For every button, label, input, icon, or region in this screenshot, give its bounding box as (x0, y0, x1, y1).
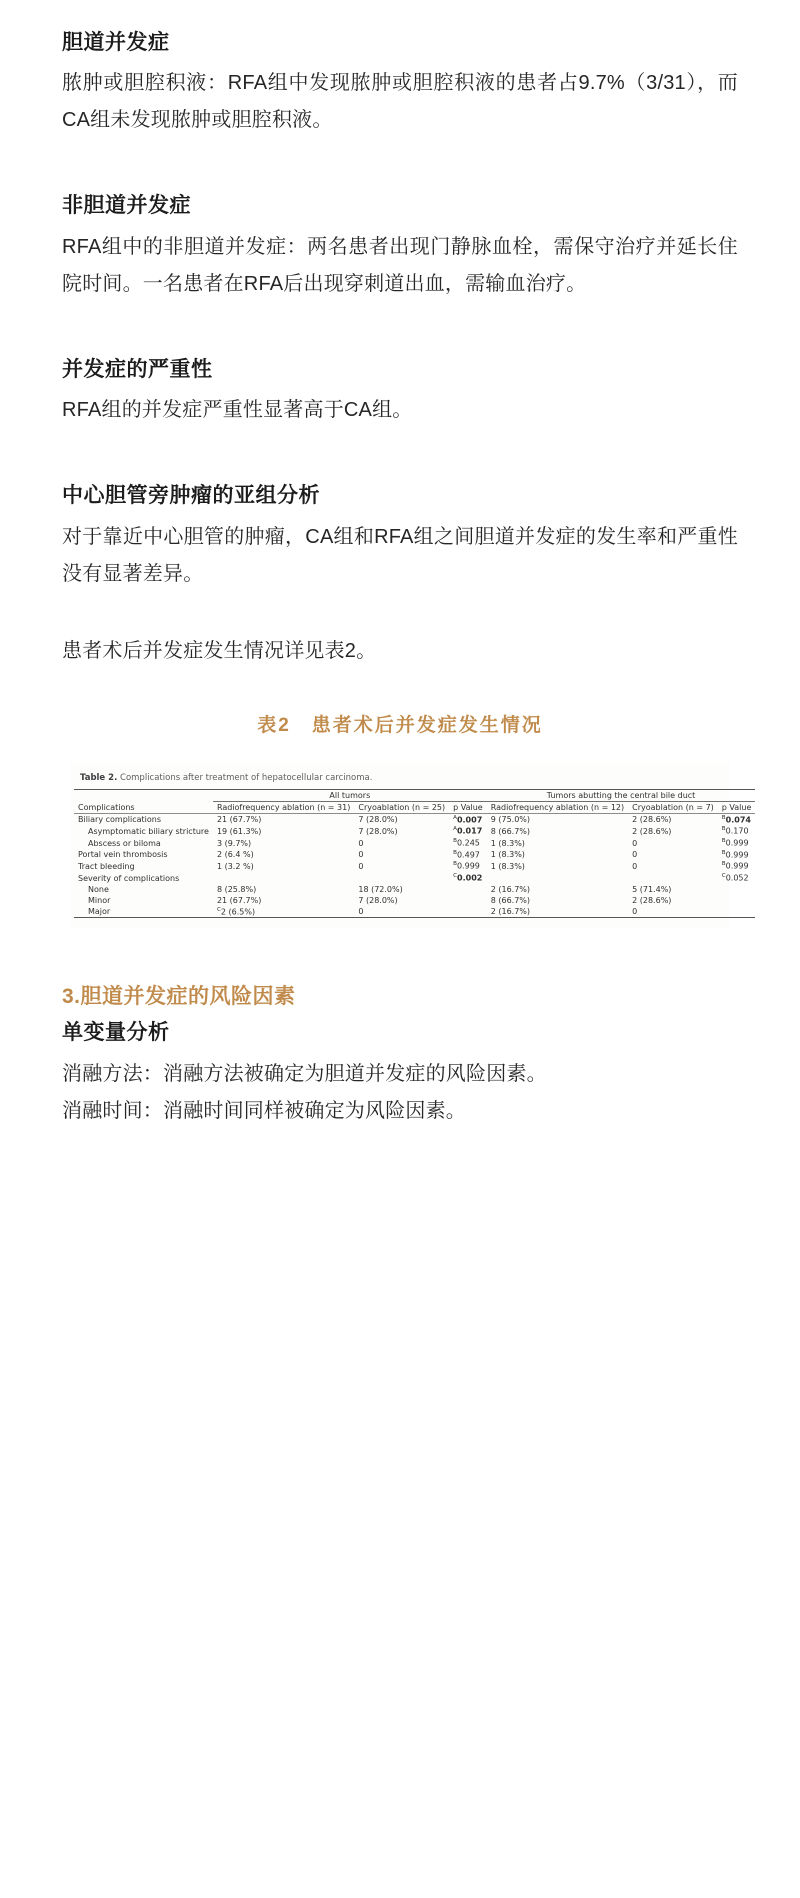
table-row (74, 860, 755, 872)
section-heading: 并发症的严重性 (62, 357, 213, 381)
section-paragraph: RFA组的并发症严重性显著高于CA组。 (62, 399, 413, 422)
cell-value: 0.170 (725, 826, 749, 836)
cell-value: 21 (67.7%) (216, 895, 262, 905)
row-label: Severity of complications (78, 873, 180, 883)
table-group-header-row (74, 789, 755, 801)
cell-value: 2 (6.4 %) (216, 850, 254, 860)
footnote-marker: C (216, 906, 221, 913)
row-cell (354, 895, 449, 906)
section-subgroup-analysis (62, 481, 738, 592)
cell-value: 7 (28.0%) (358, 895, 398, 905)
footnote-marker: B (721, 861, 726, 868)
row-cell (449, 872, 487, 884)
spacer (62, 928, 738, 980)
col-header-pvalue-all: p Value (449, 801, 487, 813)
row-cell (718, 849, 756, 861)
row-cell (213, 825, 354, 837)
row-cell (487, 860, 628, 872)
cell-value: 7 (28.0%) (358, 815, 398, 825)
cell-value: 18 (72.0%) (358, 884, 403, 894)
row-cell (718, 813, 756, 825)
row-label: Portal vein thrombosis (78, 850, 168, 860)
row-cell (487, 837, 628, 849)
cell-value: 0 (358, 850, 364, 860)
row-cell (628, 813, 718, 825)
row-cell (718, 825, 756, 837)
table-row (74, 837, 755, 849)
cell-value: 1 (8.3%) (490, 850, 525, 860)
cell-value: 0 (632, 907, 638, 917)
cell-value: 8 (66.7%) (490, 895, 531, 905)
group-header-all-tumors: All tumors (213, 789, 487, 801)
cell-value: 9 (75.0%) (490, 815, 531, 825)
cell-value: 0 (632, 838, 638, 848)
footnote-marker: C (721, 872, 726, 879)
row-label: None (88, 884, 109, 894)
footnote-marker: B (721, 826, 726, 833)
row-cell (628, 884, 718, 895)
row-cell (487, 849, 628, 861)
table-column-header-row (74, 801, 755, 813)
cell-value: 0.002 (457, 873, 483, 883)
row-cell (628, 849, 718, 861)
row-label: Abscess or biloma (88, 838, 161, 848)
section-paragraph: 对于靠近中心胆管的肿瘤，CA组和RFA组之间胆道并发症的发生率和严重性没有显著差异。 (62, 525, 738, 585)
group-header-spacer (74, 789, 213, 801)
table-row (74, 884, 755, 895)
table-row (74, 849, 755, 861)
footnote-marker: B (453, 837, 457, 844)
risk-paragraph-method: 消融方法：消融方法被确定为胆道并发症的风险因素。 (62, 1062, 547, 1085)
spacer (62, 737, 738, 763)
figure-title-text: Complications after treatment of hepatocellular carcinoma. (120, 772, 373, 783)
row-cell (487, 813, 628, 825)
table-row (74, 872, 755, 884)
table-row (74, 825, 755, 837)
row-cell (354, 825, 449, 837)
footnote-marker: C (453, 872, 458, 879)
cell-value: 2 (16.7%) (490, 907, 531, 917)
cell-value: 0 (632, 861, 638, 871)
row-cell (718, 906, 756, 918)
row-cell (354, 884, 449, 895)
footnote-marker: B (721, 814, 726, 821)
row-label: Minor (88, 895, 111, 905)
row-cell (718, 837, 756, 849)
section-biliary-complications (62, 28, 738, 139)
row-cell (449, 837, 487, 849)
row-cell (213, 837, 354, 849)
risk-paragraph-time: 消融时间：消融时间同样被确定为风险因素。 (62, 1099, 466, 1122)
row-cell (354, 872, 449, 884)
row-cell (628, 860, 718, 872)
cell-value: 1 (8.3%) (490, 838, 525, 848)
cell-value: 0.999 (456, 861, 480, 871)
cell-value: 0 (358, 861, 364, 871)
row-cell (628, 895, 718, 906)
row-cell (449, 825, 487, 837)
cell-value: 0.007 (456, 815, 483, 825)
col-header-rfa-central: Radiofrequency ablation (n = 12) (487, 801, 628, 813)
row-cell (487, 895, 628, 906)
cell-value: 3 (9.7%) (216, 838, 252, 848)
row-cell (628, 906, 718, 918)
row-cell (213, 895, 354, 906)
row-cell (487, 872, 628, 884)
cell-value: 1 (3.2 %) (216, 861, 254, 871)
row-cell (449, 849, 487, 861)
cell-value: 0.999 (725, 861, 749, 871)
spacer (62, 670, 738, 710)
cell-value: 1 (8.3%) (490, 861, 525, 871)
row-cell (354, 837, 449, 849)
cell-value: 0.017 (456, 826, 483, 836)
row-cell (718, 884, 756, 895)
cell-value: 5 (71.4%) (632, 884, 672, 894)
col-header-pvalue-central: p Value (718, 801, 756, 813)
footnote-marker: B (721, 849, 726, 856)
col-header-rfa-all: Radiofrequency ablation (n = 31) (213, 801, 354, 813)
cell-value: 0.052 (725, 873, 749, 883)
cell-value: 7 (28.0%) (358, 826, 398, 836)
cell-value: 8 (66.7%) (490, 826, 531, 836)
cell-value: 0.999 (725, 850, 749, 860)
cell-value: 2 (28.6%) (632, 895, 672, 905)
row-cell (213, 906, 354, 918)
cell-value: 0.245 (456, 838, 480, 848)
row-cell (213, 849, 354, 861)
row-label: Tract bleeding (78, 861, 135, 871)
figure-title-prefix: Table 2. (80, 772, 118, 783)
cell-value: 0.999 (725, 838, 749, 848)
col-header-cryo-central: Cryoablation (n = 7) (628, 801, 718, 813)
table-caption: 表2 患者术后并发症发生情况 (257, 714, 543, 736)
row-cell (628, 837, 718, 849)
footnote-marker: B (721, 837, 726, 844)
section-non-biliary-complications (62, 191, 738, 302)
table-head (74, 789, 755, 813)
table-reference-text: 患者术后并发症发生情况详见表2。 (62, 639, 377, 662)
row-cell (628, 872, 718, 884)
row-label: Biliary complications (78, 815, 162, 825)
row-cell (487, 906, 628, 918)
cell-value: 0.074 (725, 815, 751, 825)
cell-value: 19 (61.3%) (216, 826, 262, 836)
risk-section-subheading: 单变量分析 (62, 1021, 170, 1045)
cell-value: 2 (28.6%) (632, 826, 672, 836)
cell-value: 8 (25.8%) (216, 884, 257, 894)
section-heading: 非胆道并发症 (62, 194, 191, 218)
footnote-marker: A (453, 814, 457, 821)
row-cell (354, 906, 449, 918)
section-heading: 中心胆管旁肿瘤的亚组分析 (62, 484, 320, 508)
section-paragraph: 脓肿或胆腔积液：RFA组中发现脓肿或胆腔积液的患者占9.7%（3/31），而CA组未发现脓肿或胆腔积液。 (62, 72, 738, 132)
row-cell (718, 860, 756, 872)
row-cell (354, 813, 449, 825)
row-cell (449, 884, 487, 895)
row-cell (449, 906, 487, 918)
cell-value: 0.497 (456, 850, 480, 860)
table-row (74, 895, 755, 906)
table-row (74, 813, 755, 825)
cell-value: 0 (632, 850, 638, 860)
spacer (62, 593, 738, 633)
row-cell (354, 849, 449, 861)
row-cell (213, 813, 354, 825)
spacer (62, 429, 738, 481)
row-cell (628, 825, 718, 837)
row-cell (213, 884, 354, 895)
row-cell (213, 872, 354, 884)
section-paragraph: RFA组中的非胆道并发症：两名患者出现门静脉血栓，需保守治疗并延长住院时间。一名患者在RFA后出现穿刺道出血，需输血治疗。 (62, 235, 738, 295)
group-header-central-bile-duct: Tumors abutting the central bile duct (487, 789, 756, 801)
row-cell (449, 895, 487, 906)
row-cell (213, 860, 354, 872)
figure-title (80, 773, 726, 783)
cell-value: 2 (16.7%) (490, 884, 531, 894)
row-cell (718, 895, 756, 906)
footnote-marker: B (453, 861, 457, 868)
row-cell (354, 860, 449, 872)
table-row (74, 906, 755, 918)
footnote-marker: B (453, 849, 457, 856)
spacer (62, 139, 738, 191)
row-cell (487, 825, 628, 837)
table-body (74, 813, 755, 918)
row-cell (449, 860, 487, 872)
cell-value: 2 (28.6%) (632, 815, 672, 825)
section-heading: 胆道并发症 (62, 31, 170, 54)
col-header-complications: Complications (74, 801, 213, 813)
complications-table (74, 789, 755, 919)
row-cell (449, 813, 487, 825)
section-risk-factors (62, 980, 738, 1129)
section-severity (62, 355, 738, 429)
footnote-marker: A (453, 826, 457, 833)
row-label: Asymptomatic biliary stricture (88, 826, 209, 836)
col-header-cryo-all: Cryoablation (n = 25) (354, 801, 449, 813)
table-figure (70, 763, 752, 929)
cell-value: 0 (358, 838, 364, 848)
risk-section-heading: 3.胆道并发症的风险因素 (62, 985, 296, 1009)
row-label: Major (74, 906, 213, 918)
spacer (62, 303, 738, 355)
cell-value: 0 (358, 907, 364, 917)
cell-value: 2 (6.5%) (220, 907, 256, 917)
row-cell (487, 884, 628, 895)
cell-value: 21 (67.7%) (216, 815, 262, 825)
row-cell (718, 872, 756, 884)
